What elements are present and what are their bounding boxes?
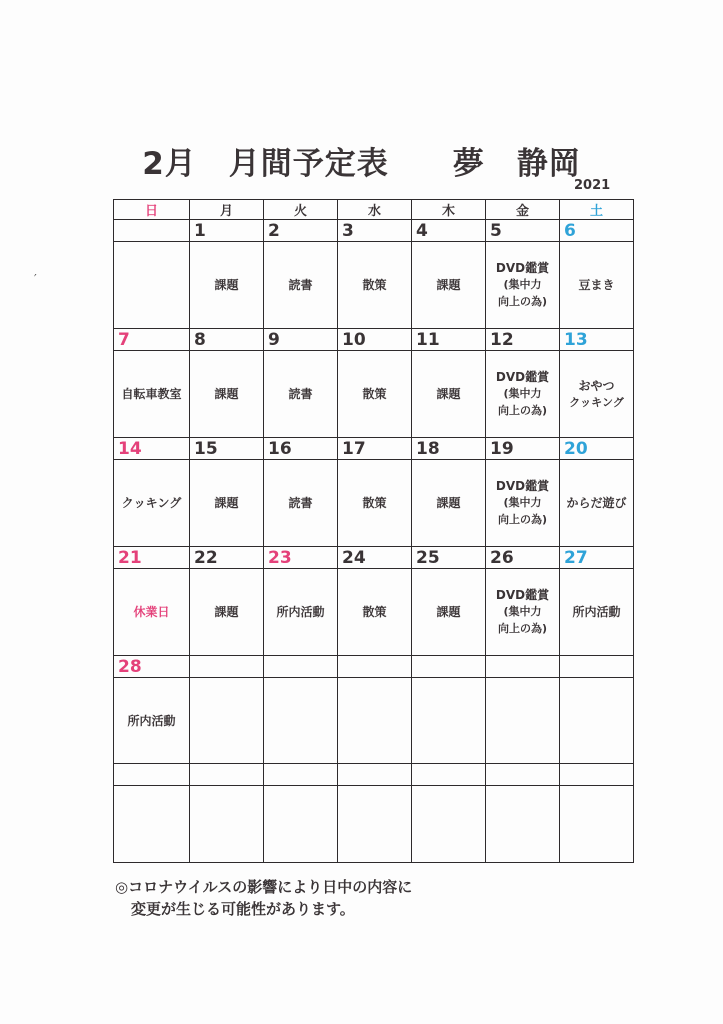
blank-cell — [264, 786, 338, 863]
blank-cell — [114, 786, 190, 863]
blank-cell — [190, 786, 264, 863]
week-number-row — [114, 329, 634, 351]
day-number — [114, 220, 190, 242]
activity-label: 課題 — [214, 278, 239, 292]
week-activity-row — [114, 678, 634, 764]
day-activity-cell — [190, 678, 264, 764]
day-activity-cell — [114, 242, 190, 329]
day-number: 18 — [412, 438, 486, 460]
day-number: 8 — [190, 329, 264, 351]
scan-speck: ′ — [34, 272, 37, 286]
day-number: 20 — [560, 438, 634, 460]
day-number: 4 — [412, 220, 486, 242]
day-activity-cell — [264, 242, 338, 329]
weekday-friday: 金 — [486, 200, 560, 220]
activity-label: クッキング — [121, 496, 182, 510]
day-number: 28 — [114, 656, 190, 678]
blank-row — [114, 764, 634, 786]
day-activity-cell — [560, 351, 634, 438]
blank-cell — [338, 786, 412, 863]
activity-label: 散策 — [362, 278, 387, 292]
week-activity-row — [114, 460, 634, 547]
weekday-header-row — [114, 200, 634, 220]
notice-line-2: 変更が生じる可能性があります。 — [131, 900, 355, 918]
activity-label: 読書 — [288, 496, 313, 510]
weekday-saturday: 土 — [560, 200, 634, 220]
day-number: 10 — [338, 329, 412, 351]
day-activity-cell — [412, 242, 486, 329]
day-activity-cell — [190, 242, 264, 329]
activity-label: 散策 — [362, 496, 387, 510]
day-activity-cell — [114, 351, 190, 438]
day-number: 17 — [338, 438, 412, 460]
day-number: 2 — [264, 220, 338, 242]
blank-cell — [486, 764, 560, 786]
activity-label: 散策 — [362, 605, 387, 619]
activity-note: 向上の為) — [497, 295, 548, 308]
activity-note: (集中力 — [503, 278, 542, 291]
day-activity-cell — [486, 678, 560, 764]
day-activity-cell — [412, 678, 486, 764]
day-activity-cell — [486, 569, 560, 656]
day-number: 27 — [560, 547, 634, 569]
activity-label: 課題 — [214, 605, 239, 619]
activity-label: DVD鑑賞 — [495, 261, 550, 275]
blank-cell — [264, 764, 338, 786]
day-number — [560, 656, 634, 678]
weekday-wednesday: 水 — [338, 200, 412, 220]
day-activity-cell — [338, 351, 412, 438]
activity-label: 課題 — [436, 278, 461, 292]
day-activity-cell — [560, 678, 634, 764]
week-number-row — [114, 220, 634, 242]
blank-cell — [412, 786, 486, 863]
activity-label: 所内活動 — [276, 605, 325, 619]
activity-label: 課題 — [214, 496, 239, 510]
day-number: 3 — [338, 220, 412, 242]
activity-note: クッキング — [569, 395, 624, 409]
day-number — [190, 656, 264, 678]
activity-label: 所内活動 — [572, 605, 621, 619]
day-activity-cell — [412, 351, 486, 438]
day-number: 9 — [264, 329, 338, 351]
day-number: 7 — [114, 329, 190, 351]
activity-label: おやつ — [578, 378, 615, 393]
day-number — [338, 656, 412, 678]
day-number — [486, 656, 560, 678]
activity-label: 課題 — [436, 496, 461, 510]
day-activity-cell — [264, 569, 338, 656]
day-number: 16 — [264, 438, 338, 460]
weekday-thursday: 木 — [412, 200, 486, 220]
day-activity-cell — [338, 242, 412, 329]
day-number: 19 — [486, 438, 560, 460]
day-activity-cell — [560, 569, 634, 656]
weekday-monday: 月 — [190, 200, 264, 220]
activity-note: (集中力 — [503, 605, 542, 618]
day-activity-cell — [560, 460, 634, 547]
activity-label: DVD鑑賞 — [495, 479, 550, 493]
day-number: 15 — [190, 438, 264, 460]
day-activity-cell — [114, 460, 190, 547]
day-activity-cell — [114, 678, 190, 764]
weekday-tuesday: 火 — [264, 200, 338, 220]
blank-cell — [560, 764, 634, 786]
day-number: 14 — [114, 438, 190, 460]
notice-line-1: ◎コロナウイルスの影響により日中の内容に — [115, 878, 413, 896]
blank-cell — [412, 764, 486, 786]
day-activity-cell — [560, 242, 634, 329]
day-activity-cell — [264, 460, 338, 547]
activity-label: 自転車教室 — [121, 387, 182, 401]
week-number-row — [114, 547, 634, 569]
activity-label: 所内活動 — [127, 713, 176, 728]
activity-label: 課題 — [214, 387, 239, 401]
activity-note: 向上の為) — [497, 404, 548, 417]
activity-label: 読書 — [288, 387, 313, 401]
activity-label: 豆まき — [578, 278, 615, 292]
week-number-row — [114, 438, 634, 460]
blank-cell — [338, 764, 412, 786]
week-activity-row — [114, 351, 634, 438]
activity-label: 読書 — [288, 278, 313, 292]
year-label: 2021 — [574, 178, 611, 193]
activity-label: 休業日 — [133, 605, 170, 619]
day-number: 23 — [264, 547, 338, 569]
day-activity-cell — [486, 460, 560, 547]
week-activity-row — [114, 569, 634, 656]
day-activity-cell — [486, 351, 560, 438]
activity-label: DVD鑑賞 — [495, 588, 550, 602]
day-number — [264, 656, 338, 678]
activity-note: (集中力 — [503, 387, 542, 400]
blank-cell — [114, 764, 190, 786]
blank-row — [114, 786, 634, 863]
day-number: 12 — [486, 329, 560, 351]
day-number: 11 — [412, 329, 486, 351]
page-title: 2月 月間予定表 夢 静岡 — [142, 146, 581, 182]
activity-note: (集中力 — [503, 496, 542, 509]
day-activity-cell — [486, 242, 560, 329]
week-activity-row — [114, 242, 634, 329]
monthly-calendar — [113, 199, 634, 863]
activity-label: 課題 — [436, 387, 461, 401]
blank-cell — [190, 764, 264, 786]
activity-label: 散策 — [362, 387, 387, 401]
day-activity-cell — [190, 460, 264, 547]
day-number: 25 — [412, 547, 486, 569]
day-activity-cell — [338, 460, 412, 547]
notice — [115, 876, 412, 920]
day-activity-cell — [114, 569, 190, 656]
activity-note: 向上の為) — [497, 513, 548, 526]
day-activity-cell — [264, 351, 338, 438]
blank-cell — [560, 786, 634, 863]
day-activity-cell — [412, 569, 486, 656]
week-number-row — [114, 656, 634, 678]
day-number: 5 — [486, 220, 560, 242]
blank-cell — [486, 786, 560, 863]
day-number: 13 — [560, 329, 634, 351]
weekday-sunday: 日 — [114, 200, 190, 220]
day-activity-cell — [190, 351, 264, 438]
activity-label: DVD鑑賞 — [495, 370, 550, 384]
day-activity-cell — [190, 569, 264, 656]
day-number: 26 — [486, 547, 560, 569]
day-number: 1 — [190, 220, 264, 242]
day-number: 21 — [114, 547, 190, 569]
day-activity-cell — [338, 569, 412, 656]
day-activity-cell — [412, 460, 486, 547]
day-activity-cell — [338, 678, 412, 764]
day-activity-cell — [264, 678, 338, 764]
day-number: 6 — [560, 220, 634, 242]
activity-note: 向上の為) — [497, 622, 548, 635]
day-number: 22 — [190, 547, 264, 569]
day-number: 24 — [338, 547, 412, 569]
activity-label: からだ遊び — [566, 496, 627, 510]
activity-label: 課題 — [436, 605, 461, 619]
day-number — [412, 656, 486, 678]
